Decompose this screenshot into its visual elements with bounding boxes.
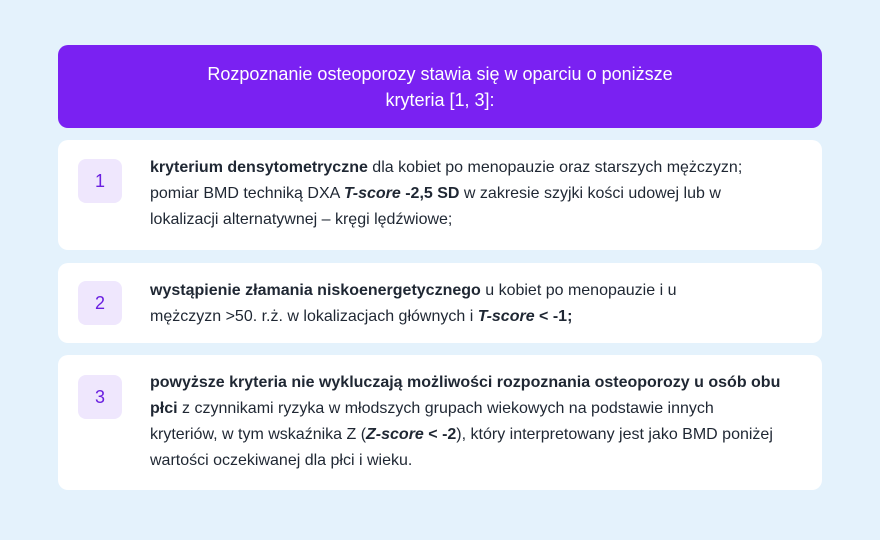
criterion-text [150, 155, 762, 233]
criterion-body: z czynnikami ryzyka w młodszych grupach wiekowych na podstawie innych kryteriów, w tym wskaźnika Z ( [150, 400, 714, 443]
t-score-label: T-score [343, 185, 401, 202]
criterion-bold-intro: kryterium densytometryczne [150, 159, 368, 176]
header-title [205, 61, 675, 113]
criterion-number-badge: 3 [78, 375, 122, 419]
header-line-2: o poniższe kryteria [1, 3]: [385, 63, 673, 110]
criterion-body: dla kobiet po menopauzie oraz starszych mężczyzn; pomiar BMD techniką DXA [150, 159, 743, 202]
z-score-value: < -2 [423, 426, 457, 443]
criterion-body-end: w zakresie szyjki kości udowej lub w lokalizacji alternatywnej – kręgi lędźwiowe; [150, 185, 721, 228]
criterion-bold-intro: wystąpienie złamania niskoenergetycznego [150, 282, 481, 299]
header-banner [58, 45, 822, 128]
criterion-body-end: ), który interpretowany jest jako BMD poniżej wartości oczekiwanej dla płci i wieku. [150, 426, 773, 469]
criterion-card-1 [58, 140, 822, 250]
criterion-number-badge: 2 [78, 281, 122, 325]
criterion-number-badge: 1 [78, 159, 122, 203]
t-score-value: -2,5 SD [400, 185, 460, 202]
t-score-label: T-score [477, 308, 535, 325]
header-line-1: Rozpoznanie osteoporozy stawia się w oparciu [207, 63, 582, 84]
z-score-label: Z-score [366, 426, 424, 443]
criterion-bold-intro: powyższe kryteria nie wykluczają możliwości rozpoznania osteoporozy u osób obu płci [150, 374, 781, 417]
criterion-card-2 [58, 263, 822, 343]
t-score-value: < -1; [534, 308, 573, 325]
criterion-body: u kobiet po menopauzie i u mężczyzn >50. r.ż. w lokalizacjach głównych i [150, 282, 677, 325]
criterion-card-3 [58, 355, 822, 490]
criterion-text [150, 370, 782, 474]
criterion-text [150, 278, 742, 330]
